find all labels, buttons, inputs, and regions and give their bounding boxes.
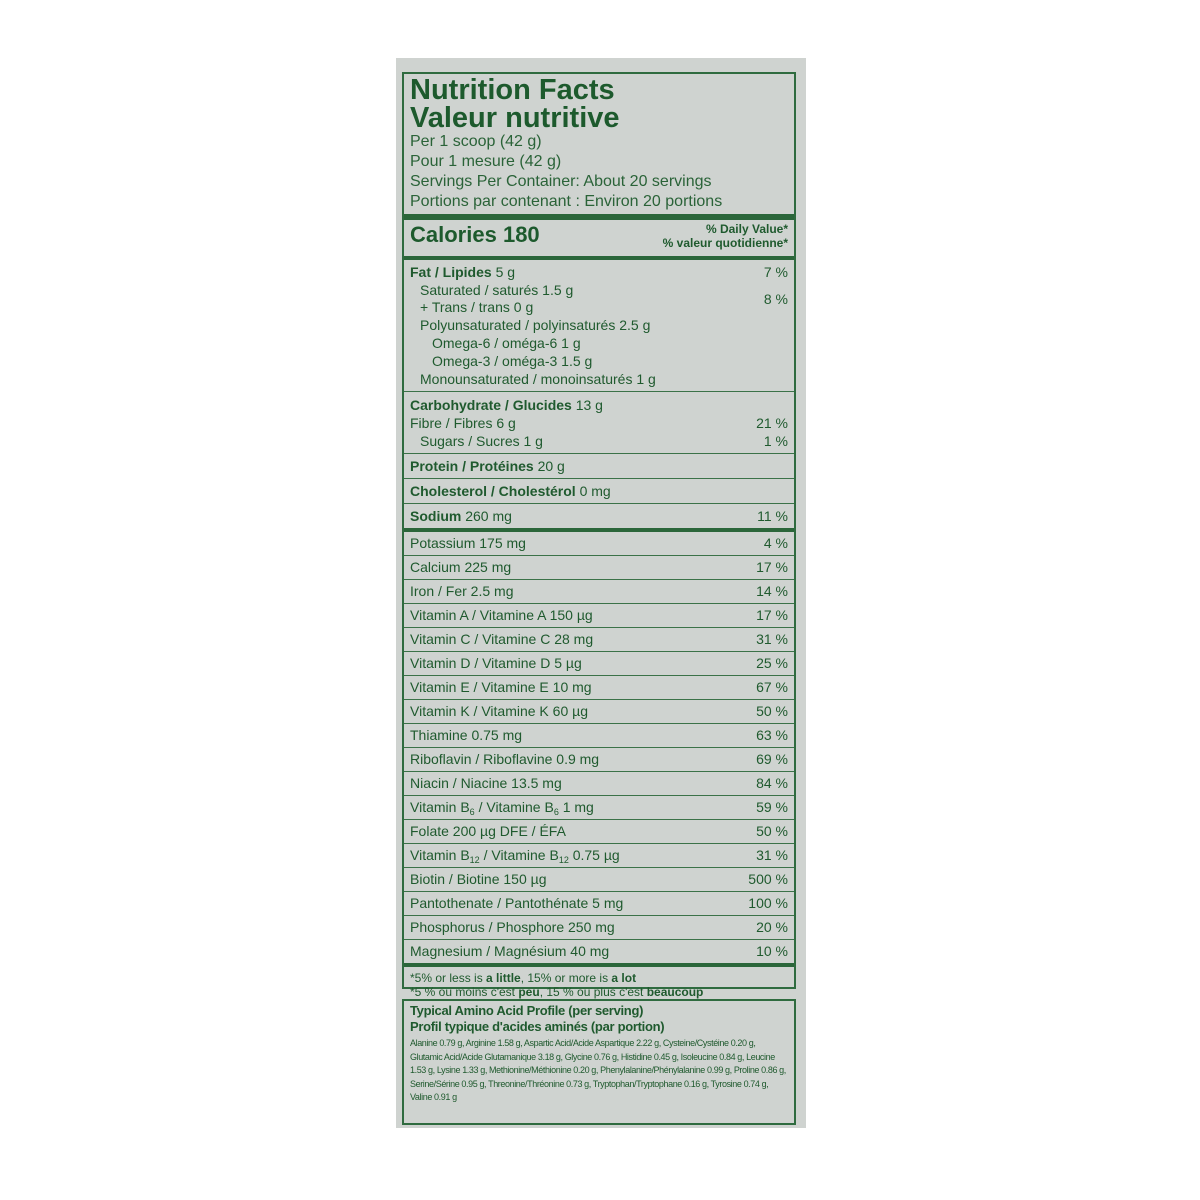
nutrient-row xyxy=(404,556,794,580)
nutrient-row-b6: Vitamin $B_6$ / Vitamine $B_6$ 1 mg 59 % xyxy=(404,796,794,820)
nutrient-row xyxy=(404,724,794,748)
nutrient-row xyxy=(404,604,794,628)
nutrient-percent: 31 % xyxy=(756,631,788,647)
nutrient-row xyxy=(404,940,794,964)
nutrient-row xyxy=(404,700,794,724)
nutrient-name: Niacin / Niacine 13.5 mg xyxy=(410,775,562,791)
mono-row: Monounsaturated / monoinsaturés 1 g xyxy=(420,371,656,387)
fibre-row: Fibre / Fibres 6 g 21 % xyxy=(410,415,788,431)
amino-text: Alanine 0.79 g, Arginine 1.58 g, Aspartic Acid/Acide Aspartique 2.22 g, Cysteine/Cystéine 0.20 g, Glutamic Acid/Acide Glutamanique 3.18 g, Glycine 0.76 g, Histidine 0.45 g, Isoleucine 0.84 g, Leucine 1.53 g, Lysine 1.33 g, Methionine/Méthionine 0.20 g, Phenylalanine/Phénylalanine 0.99 g, Proline 0.86 g, Serine/Sérine 0.95 g, Threonine/Thréonine 0.73 g, Tryptophan/Tryptophane 0.16 g, Tyrosine 0.74 g, Valine 0.91 g xyxy=(410,1038,786,1102)
nutrient-row xyxy=(404,532,794,556)
nutrient-name: Phosphorus / Phosphore 250 mg xyxy=(410,919,615,935)
amino-acid-profile xyxy=(402,999,796,1125)
nutrient-row xyxy=(404,868,794,892)
nutrient-percent: 17 % xyxy=(756,559,788,575)
nutrient-percent: 63 % xyxy=(756,727,788,743)
servings-per-container-en: Servings Per Container: About 20 servings xyxy=(410,173,712,190)
nutrient-name: Riboflavin / Riboflavine 0.9 mg xyxy=(410,751,600,767)
nutrient-row xyxy=(404,772,794,796)
nutrient-percent: 17 % xyxy=(756,607,788,623)
nutrient-percent: 10 % xyxy=(756,943,788,959)
carb-block xyxy=(410,392,788,453)
trans-row: + Trans / trans 0 g xyxy=(420,299,534,315)
serving-size-en: Per 1 scoop (42 g) xyxy=(410,133,542,150)
nutrient-name: Potassium 175 mg xyxy=(410,535,526,551)
nutrient-percent: 14 % xyxy=(756,583,788,599)
calories-row xyxy=(410,220,788,256)
omega6-row: Omega-6 / oméga-6 1 g xyxy=(432,335,581,351)
footnote-fr: *5 % ou moins c'est peu, 15 % ou plus c'est beaucoup xyxy=(410,985,704,999)
nutrient-row xyxy=(404,748,794,772)
nutrient-name: Vitamin E / Vitamine E 10 mg xyxy=(410,679,592,695)
nutrient-percent: 84 % xyxy=(756,775,788,791)
nutrient-row xyxy=(404,580,794,604)
nutrient-name: Thiamine 0.75 mg xyxy=(410,727,523,743)
title-english: Nutrition Facts xyxy=(410,74,615,106)
nutrient-row xyxy=(404,652,794,676)
nutrient-name: Vitamin C / Vitamine C 28 mg xyxy=(410,631,594,647)
nutrient-name: Magnesium / Magnésium 40 mg xyxy=(410,943,610,959)
daily-value-header: % Daily Value* % valeur quotidienne* xyxy=(662,222,788,250)
sugars-row: Sugars / Sucres 1 g 1 % xyxy=(420,433,788,449)
nutrient-row-folate: Folate 200 µg DFE / ÉFA 50 % xyxy=(404,820,794,844)
cholesterol-row: Cholesterol / Cholestérol 0 mg xyxy=(410,483,611,499)
nutrient-name: Vitamin D / Vitamine D 5 µg xyxy=(410,655,582,671)
nutrient-percent: 100 % xyxy=(748,895,788,911)
nutrient-row-b12: Vitamin $B_{12}$ / Vitamine $B_{12}$ 0.75 µg 31 % xyxy=(404,844,794,868)
nutrient-row xyxy=(404,676,794,700)
divider-medium xyxy=(404,963,794,967)
fat-row: Fat / Lipides 5 g 7 % xyxy=(410,264,788,280)
nutrient-percent: 50 % xyxy=(756,703,788,719)
nutrient-name: Vitamin A / Vitamine A 150 µg xyxy=(410,607,593,623)
amino-heading-en: Typical Amino Acid Profile (per serving) xyxy=(410,1003,644,1018)
nutrition-facts-table xyxy=(402,72,796,999)
servings-per-container-fr: Portions par contenant : Environ 20 portions xyxy=(410,193,723,210)
nutrient-percent: 4 % xyxy=(763,535,788,551)
footnote-en: *5% or less is a little, 15% or more is a lot xyxy=(410,971,637,985)
nutrient-row xyxy=(404,916,794,940)
omega3-row: Omega-3 / oméga-3 1.5 g xyxy=(432,353,593,369)
nutrient-row xyxy=(404,628,794,652)
nutrient-percent: 20 % xyxy=(756,919,788,935)
calories: Calories 180 xyxy=(410,222,540,247)
sodium-row: Sodium 260 mg 11 % xyxy=(410,508,788,524)
fat-block xyxy=(410,260,788,388)
nutrient-percent: 25 % xyxy=(756,655,788,671)
nutrient-name: Vitamin K / Vitamine K 60 µg xyxy=(410,703,588,719)
nutrient-percent: 69 % xyxy=(756,751,788,767)
amino-heading-fr: Profil typique d'acides aminés (par portion) xyxy=(410,1019,665,1034)
title-french: Valeur nutritive xyxy=(410,102,620,134)
serving-size-fr: Pour 1 mesure (42 g) xyxy=(410,153,562,170)
nutrient-name: Pantothenate / Pantothénate 5 mg xyxy=(410,895,624,911)
vitamin-mineral-list-2 xyxy=(410,868,788,964)
carb-row: Carbohydrate / Glucides 13 g xyxy=(410,397,603,413)
nutrient-name: Biotin / Biotine 150 µg xyxy=(410,871,547,887)
vitamin-mineral-list xyxy=(410,532,788,796)
nutrient-row xyxy=(404,892,794,916)
poly-row: Polyunsaturated / polyinsaturés 2.5 g xyxy=(420,317,651,333)
nutrient-percent: 500 % xyxy=(748,871,788,887)
saturated-row: Saturated / saturés 1.5 g 8 % xyxy=(420,282,788,307)
nutrient-name: Iron / Fer 2.5 mg xyxy=(410,583,514,599)
protein-row: Protein / Protéines 20 g xyxy=(410,458,565,474)
nutrient-name: Calcium 225 mg xyxy=(410,559,512,575)
nutrient-percent: 67 % xyxy=(756,679,788,695)
